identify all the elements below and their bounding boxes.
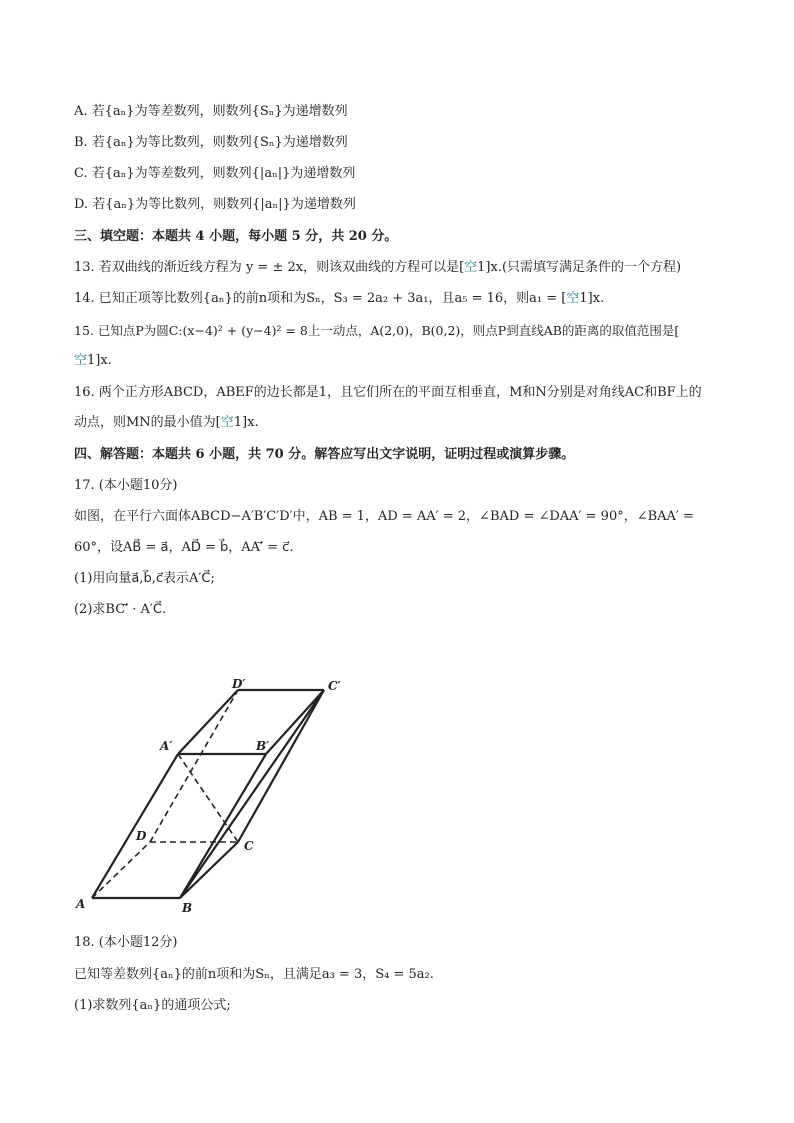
option-a: A. 若{aₙ}为等差数列，则数列{Sₙ}为递增数列 [74, 104, 348, 119]
q17-line2: 60°，设AB⃗ = a⃗，AD⃗ = b⃗，AA′⃗ = c⃗. [74, 540, 294, 555]
question-15-line2 [74, 352, 734, 370]
edge-bb1 [180, 754, 266, 898]
hidden-edge-dd1 [150, 690, 238, 842]
q16-blank[interactable]: 空 [220, 415, 234, 430]
q18-line1: 已知等差数列{aₙ}的前n项和为Sₙ，且满足a₃ = 3，S₄ = 5a₂. [74, 967, 434, 982]
parallelepiped-figure [70, 676, 390, 916]
q14-post: 1]x. [579, 291, 605, 306]
q17-part2: (2)求BC′⃗ · A′C⃗. [74, 602, 167, 617]
question-16-line2 [74, 414, 734, 432]
q14-blank[interactable]: 空 [566, 291, 580, 306]
hidden-diagonal-a1c [178, 754, 238, 842]
diagonal-bc1 [180, 690, 324, 898]
question-13 [74, 259, 734, 277]
question-16-line1: 16. 两个正方形ABCD，ABEF的边长都是1，且它们所在的平面互相垂直，M和N分别是对角线AC和BF上的 [74, 385, 702, 400]
q17-line1: 如图，在平行六面体ABCD−A′B′C′D′中，AB = 1，AD = AA′ = 2，∠BAD = ∠DAA′ = 90°，∠BAA′ = [74, 509, 694, 524]
q14-text: 14. 已知正项等比数列{aₙ}的前n项和为Sₙ，S₃ = 2a₂ + 3a₁，且a₅ = 16，则a₁ = [ [74, 291, 567, 306]
option-d: D. 若{aₙ}为等比数列，则数列{|aₙ|}为递增数列 [74, 197, 356, 212]
question-14 [74, 290, 734, 308]
q18-title: 18. (本小题12分) [74, 935, 178, 950]
label-b1: B′ [256, 739, 270, 753]
label-b: B [182, 901, 193, 915]
label-a: A [76, 897, 86, 911]
edge-cc1 [238, 690, 324, 842]
question-15-line1: 15. 已知点P为圆C:(x−4)² + (y−4)² = 8上一动点，A(2,0)，B(0,2)，则点P到直线AB的距离的取值范围是[ [74, 323, 680, 338]
edge-b1c1 [266, 690, 324, 754]
label-d1: D′ [232, 677, 246, 691]
label-a1: A′ [160, 739, 173, 753]
label-d: D [136, 829, 147, 843]
q13-blank[interactable]: 空 [464, 260, 478, 275]
label-c1: C′ [328, 679, 341, 693]
q13-text: 13. 若双曲线的渐近线方程为 y = ± 2x，则该双曲线的方程可以是[ [74, 260, 465, 275]
option-b: B. 若{aₙ}为等比数列，则数列{Sₙ}为递增数列 [74, 135, 348, 150]
q15-blank[interactable]: 空 [74, 353, 88, 368]
q16-text: 动点，则MN的最小值为[ [74, 415, 221, 430]
q17-part1: (1)用向量a⃗,b⃗,c⃗表示A′C⃗; [74, 571, 215, 586]
edge-a1d1 [178, 690, 238, 754]
option-c: C. 若{aₙ}为等差数列，则数列{|aₙ|}为递增数列 [74, 166, 356, 181]
section4-header: 四、解答题：本题共 6 小题，共 70 分。解答应写出文字说明，证明过程或演算步骤。 [74, 447, 575, 462]
section3-header: 三、填空题：本题共 4 小题，每小题 5 分，共 20 分。 [74, 229, 398, 244]
q18-part1: (1)求数列{aₙ}的通项公式; [74, 998, 231, 1013]
q17-title: 17. (本小题10分) [74, 478, 178, 493]
label-c: C [244, 839, 254, 853]
q15-post: 1]x. [87, 353, 112, 368]
edge-aa1 [92, 754, 178, 898]
q13-post: 1]x.(只需填写满足条件的一个方程) [477, 260, 682, 275]
q16-post: 1]x. [233, 415, 259, 430]
